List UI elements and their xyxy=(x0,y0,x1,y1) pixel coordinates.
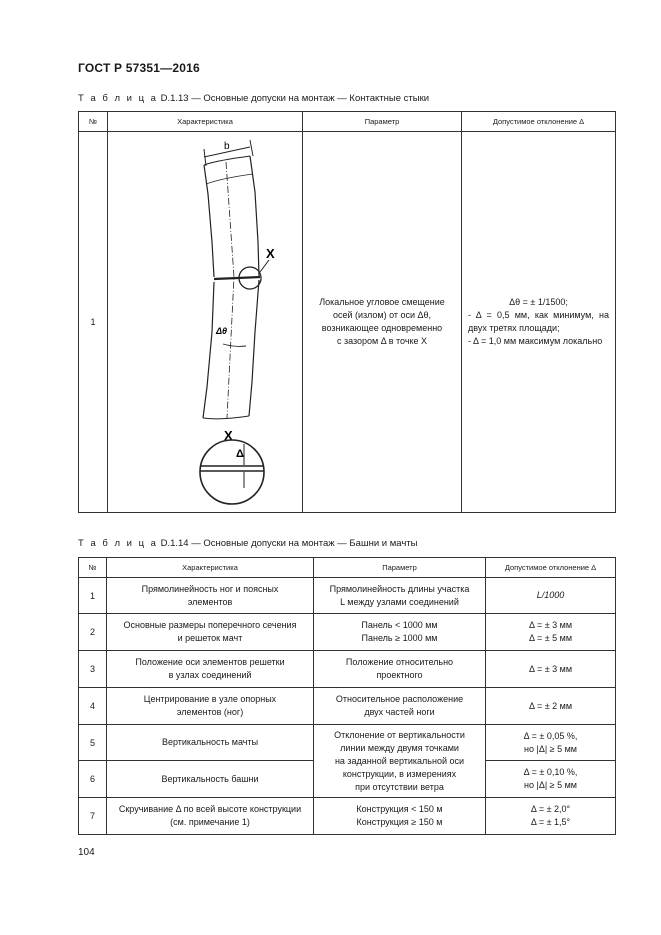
dimension-tick-left xyxy=(204,149,206,166)
table-towers-masts xyxy=(78,557,616,835)
param-line: на заданной вертикальной оси xyxy=(334,755,465,766)
characteristic-cell xyxy=(107,798,314,835)
table1-caption-prefix: Т а б л и ц а xyxy=(78,93,158,104)
param-line: при отсутствии ветра xyxy=(355,781,444,792)
deviation-line: - Δ = 1,0 мм максимум локально xyxy=(468,336,603,346)
joint-figure-cell xyxy=(108,132,303,513)
param-line: проектного xyxy=(376,670,423,680)
characteristic-line: Вертикальность башни xyxy=(161,773,259,784)
deviation-line: Δ = ± 5 мм xyxy=(528,633,573,643)
table2-caption-text: D.1.14 — Основные допуски на монтаж — Башни и мачты xyxy=(160,538,418,549)
characteristic-line: Положение оси элементов решетки xyxy=(135,657,285,667)
param-line: Конструкция ≥ 150 м xyxy=(356,817,443,827)
label-x: X xyxy=(266,246,275,261)
parameter-cell xyxy=(314,578,486,614)
table1-col-characteristic: Характеристика xyxy=(108,112,303,132)
characteristic-cell xyxy=(107,688,314,725)
deviation-line: Δ = ± 2 мм xyxy=(528,700,573,711)
characteristic-line: в узлах соединений xyxy=(168,670,252,680)
characteristic-line: Основные размеры поперечного сечения xyxy=(123,620,297,630)
param-line: Прямолинейность длины участка xyxy=(329,583,470,594)
parameter-cell xyxy=(303,132,462,513)
param-line: с зазором Δ в точке X xyxy=(336,336,428,346)
row-number: 6 xyxy=(79,761,107,798)
label-b: b xyxy=(224,141,230,152)
param-line: Относительное расположение xyxy=(335,694,464,704)
document-header: ГОСТ Р 57351—2016 xyxy=(78,61,200,75)
characteristic-line: Скручивание Δ по всей высоте конструкции xyxy=(118,804,302,814)
table1-col-parameter: Параметр xyxy=(303,112,462,132)
deviation-line: Δ = ± 0,10 %, xyxy=(523,767,578,777)
dimension-tick-right xyxy=(250,140,253,156)
deviation-cell xyxy=(486,614,616,651)
table2-col-parameter: Параметр xyxy=(314,558,486,578)
characteristic-cell xyxy=(107,614,314,651)
table2-col-characteristic: Характеристика xyxy=(107,558,314,578)
table2-col-number: № xyxy=(79,558,107,578)
characteristic-line: Прямолинейность ног и поясных xyxy=(141,583,279,594)
parameter-cell-merged xyxy=(314,725,486,798)
deviation-line: Δθ = ± 1/1500; xyxy=(509,297,568,307)
lower-segment-right-edge xyxy=(249,280,259,416)
param-line: возникающее одновременно xyxy=(321,323,443,333)
deviation-cell xyxy=(462,132,616,513)
table-row xyxy=(79,578,616,614)
param-line: Конструкция < 150 м xyxy=(356,804,443,814)
deviation-line: Δ = ± 2,0° xyxy=(530,804,571,814)
characteristic-line: элементов xyxy=(187,596,233,607)
deviation-cell xyxy=(486,651,616,688)
parameter-cell xyxy=(314,614,486,651)
param-line: Локальное угловое смещение xyxy=(319,297,445,307)
deviation-line: Δ = ± 3 мм xyxy=(528,620,573,630)
table-row xyxy=(79,688,616,725)
lower-segment-bottom-edge xyxy=(203,416,249,419)
param-line: Панель ≥ 1000 мм xyxy=(361,633,438,643)
element-axis xyxy=(226,162,234,418)
characteristic-cell xyxy=(107,761,314,798)
characteristic-line: элементов (ног) xyxy=(176,707,244,717)
characteristic-cell xyxy=(107,578,314,614)
characteristic-line: (см. примечание 1) xyxy=(170,817,250,827)
characteristic-cell xyxy=(107,725,314,761)
table1-caption xyxy=(78,93,429,104)
table-row xyxy=(79,132,616,513)
param-line: двух частей ноги xyxy=(364,707,435,717)
characteristic-line: и решеток мачт xyxy=(177,633,243,643)
deviation-cell xyxy=(486,578,616,614)
param-line: Панель < 1000 мм xyxy=(361,620,438,630)
deviation-line: L/1000 xyxy=(536,590,565,600)
upper-segment-top-edge xyxy=(204,156,250,165)
row-number: 3 xyxy=(79,651,107,688)
table2-caption-prefix: Т а б л и ц а xyxy=(78,538,158,549)
param-line: осей (излом) от оси Δθ, xyxy=(332,310,432,320)
table-contact-joints xyxy=(78,111,616,513)
table1-header-row xyxy=(79,112,616,132)
characteristic-cell xyxy=(107,651,314,688)
parameter-cell xyxy=(314,688,486,725)
upper-hatch-line xyxy=(206,174,253,184)
table2-header-row xyxy=(79,558,616,578)
detail-view-circle xyxy=(200,440,264,504)
param-line: Отклонение от вертикальности xyxy=(334,729,465,740)
joint-line xyxy=(214,277,260,279)
parameter-cell xyxy=(314,651,486,688)
row-number: 5 xyxy=(79,725,107,761)
label-delta: Δ xyxy=(236,448,244,460)
param-line: конструкции, в измерениях xyxy=(342,768,457,779)
table-row xyxy=(79,651,616,688)
deviation-line: Δ = ± 3 мм xyxy=(528,663,573,674)
label-x-detail: X xyxy=(224,428,233,443)
parameter-cell xyxy=(314,798,486,835)
deviation-line: Δ = ± 1,5° xyxy=(530,817,571,827)
deviation-cell xyxy=(486,688,616,725)
table-row xyxy=(79,798,616,835)
lower-segment-left-edge xyxy=(203,282,214,418)
row-number: 1 xyxy=(79,132,108,513)
row-number: 2 xyxy=(79,614,107,651)
row-number: 7 xyxy=(79,798,107,835)
deviation-cell xyxy=(486,761,616,798)
joint-diagram xyxy=(108,132,303,512)
characteristic-line: Центрирование в узле опорных xyxy=(143,694,277,704)
row-number: 1 xyxy=(79,578,107,614)
detail-leader-line xyxy=(260,260,269,272)
table1-col-deviation: Допустимое отклонение Δ xyxy=(462,112,616,132)
param-line: L между узлами соединений xyxy=(340,596,459,607)
deviation-line: но |Δ| ≥ 5 мм xyxy=(524,743,577,754)
deviation-line: - Δ = 0,5 мм, как минимум, на двух третях площади; xyxy=(468,310,609,333)
table2-col-deviation: Допустимое отклонение Δ xyxy=(486,558,616,578)
param-line: Положение относительно xyxy=(345,657,454,667)
characteristic-line: Вертикальность мачты xyxy=(161,737,259,747)
table-row xyxy=(79,614,616,651)
deviation-cell xyxy=(486,725,616,761)
angle-arc xyxy=(223,344,246,346)
label-theta: Δθ xyxy=(216,326,228,336)
row-number: 4 xyxy=(79,688,107,725)
table1-caption-text: D.1.13 — Основные допуски на монтаж — Контактные стыки xyxy=(160,93,430,104)
table1-col-number: № xyxy=(79,112,108,132)
page-number: 104 xyxy=(78,847,95,858)
param-line: линии между двумя точками xyxy=(340,742,459,753)
deviation-line: Δ = ± 0,05 %, xyxy=(523,730,578,741)
deviation-cell xyxy=(486,798,616,835)
deviation-line: но |Δ| ≥ 5 мм xyxy=(524,780,577,790)
table2-caption xyxy=(78,538,417,549)
table-row xyxy=(79,725,616,761)
